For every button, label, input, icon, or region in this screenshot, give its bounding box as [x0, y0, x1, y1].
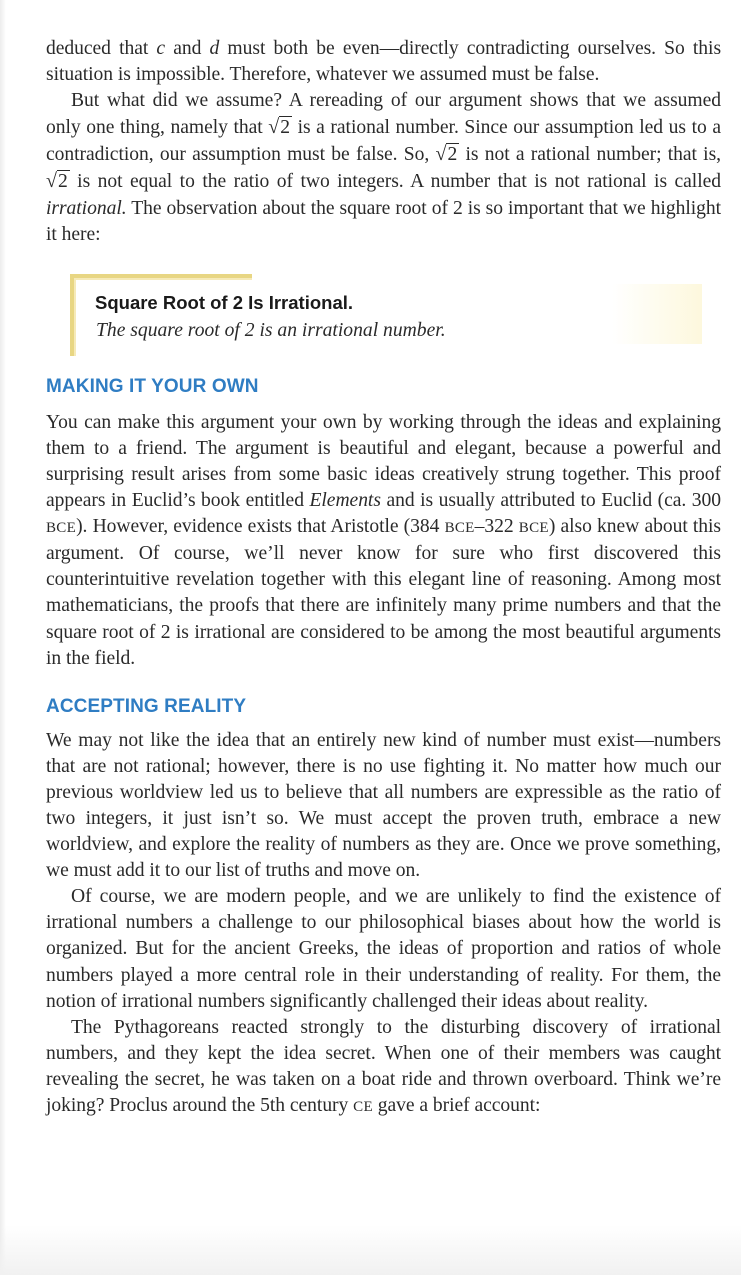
callout-highlight	[612, 284, 702, 344]
paragraph-new-number: We may not like the idea that an entirely new kind of number must exist—numbers that are not rational; however, there is no use fighting it. No matter how much our previous worldview led us to believe that all numbers are expressible as the ratio of two integers, it just isn’t so. We must accept the proven truth, embrace a new worldview, and explore the reality of numbers as they are. Once we prove something, we must add it to our list of truths and move on.	[46, 729, 721, 882]
sqrt-two: √2	[46, 170, 68, 193]
scan-edge-shadow	[0, 0, 6, 1275]
page-content	[46, 36, 721, 1120]
paragraph-contradiction: deduced that c and d must both be even—directly contradicting ourselves. So this situation is impossible. Therefore, whatever we assumed must be false.	[46, 38, 722, 86]
theorem-callout-box	[70, 274, 702, 354]
callout-frame	[70, 274, 252, 356]
callout-title: Square Root of 2 Is Irrational.	[95, 291, 354, 313]
paragraph-ancient-greeks: Of course, we are modern people, and we are unlikely to find the existence of irrational numbers a challenge to our philosophical biases about how the world is organized. But for the ancient Greeks, the ideas of proportion and ratios of whole numbers played a more central role in their understanding of reality. For them, the notion of irrational numbers significantly challenged their ideas about reality.	[46, 886, 721, 1012]
callout-statement: The square root of 2 is an irrational number.	[96, 319, 446, 341]
sqrt-two: √2	[435, 143, 458, 166]
paragraph-assumption: But what did we assume? A rereading of our argument shows that we assumed only one thing, namely that √2 is a rational number. Since our assumption led us to a contradiction, our assumption must be false. So, √2 is not a rational number; that is, √2 is not equal to the ratio of two integers. A number that is not rational is called irrational. The observation about the square root of 2 is so important that we highlight it here:	[46, 90, 722, 245]
heading-making-it-your-own: MAKING IT YOUR OWN	[46, 375, 259, 397]
sqrt-two: √2	[268, 116, 290, 139]
scan-bottom-edge	[0, 1225, 741, 1275]
heading-accepting-reality: ACCEPTING REALITY	[46, 695, 247, 717]
paragraph-pythagoreans: The Pythagoreans reacted strongly to the disturbing discovery of irrational numbers, and they kept the idea secret. When one of their members was caught revealing the secret, he was taken on a boat ride and thrown overboard. Think we’re joking? Proclus around the 5th century CE gave a brief account:	[46, 1016, 721, 1116]
paragraph-euclid: You can make this argument your own by working through the ideas and explaining them to a friend. The argument is beautiful and elegant, because a powerful and surprising result arises from some basic ideas creatively strung together. This proof appears in Euclid’s book entitled Elements and is usually attributed to Euclid (ca. 300 BCE). However, evidence exists that Aristotle (384 BCE–322 BCE) also knew about this argument. Of course, we’ll never know for sure who first discovered this counterintuitive revelation together with this elegant line of reasoning. Among most mathematicians, the proofs that there are infinitely many prime numbers and that the square root of 2 is irrational are considered to be among the most beautiful arguments in the field.	[46, 411, 721, 669]
